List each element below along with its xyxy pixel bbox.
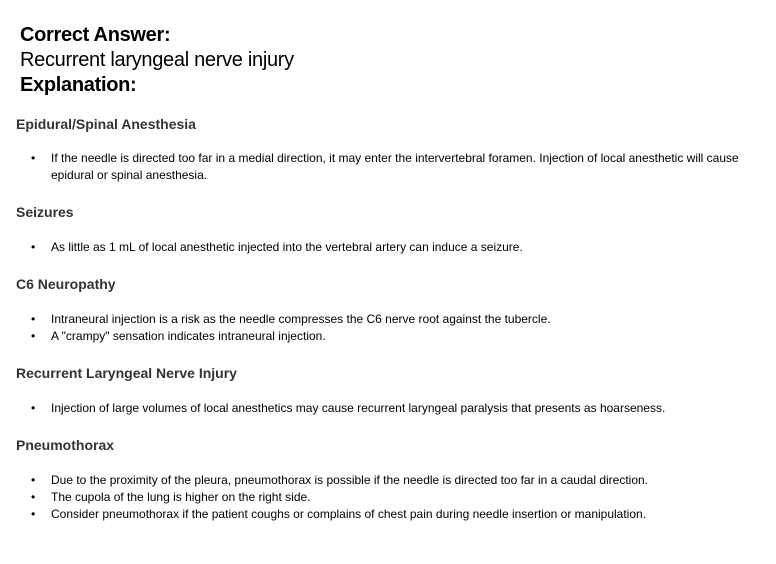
list-item (16, 506, 771, 523)
bullet-icon: • (31, 312, 36, 326)
bullet-icon: • (31, 473, 36, 487)
bullet-list (16, 150, 771, 184)
section-title: Recurrent Laryngeal Nerve Injury (16, 365, 237, 381)
bullet-list (16, 472, 771, 523)
bullet-icon: • (31, 240, 36, 254)
list-item (16, 328, 771, 345)
list-item (16, 472, 771, 489)
bullet-list (16, 239, 771, 256)
list-item (16, 489, 771, 506)
bullet-list (16, 311, 771, 345)
list-item-text: Due to the proximity of the pleura, pneumothorax is possible if the needle is directed too far in a caudal direction. (51, 473, 649, 487)
bullet-icon: • (31, 151, 36, 165)
list-item-text: A "crampy" sensation indicates intraneural injection. (51, 329, 326, 343)
list-item-text: If the needle is directed too far in a medial direction, it may enter the intervertebral foramen. Injection of local anesthetic will cause epidural or spinal anesthesia. (51, 151, 739, 182)
list-item-text: As little as 1 mL of local anesthetic injected into the vertebral artery can induce a seizure. (51, 240, 523, 254)
section-title: Seizures (16, 204, 74, 220)
list-item-text: Consider pneumothorax if the patient coughs or complains of chest pain during needle insertion or manipulation. (51, 507, 647, 521)
section-recurrent-laryngeal-nerve-injury (16, 364, 771, 417)
correct-answer-label: Correct Answer: (20, 24, 171, 46)
section-epidural-spinal-anesthesia (16, 115, 771, 184)
section-title: C6 Neuropathy (16, 276, 116, 292)
list-item (16, 400, 771, 417)
bullet-icon: • (31, 490, 36, 504)
bullet-icon: • (31, 329, 36, 343)
section-title: Pneumothorax (16, 437, 115, 453)
bullet-icon: • (31, 507, 36, 521)
section-c6-neuropathy (16, 275, 771, 345)
list-item-text: Injection of large volumes of local anesthetics may cause recurrent laryngeal paralysis that presents as hoarseness. (51, 401, 666, 415)
list-item-text: Intraneural injection is a risk as the needle compresses the C6 nerve root against the tubercle. (51, 312, 551, 326)
list-item (16, 239, 771, 256)
section-pneumothorax (16, 436, 771, 523)
bullet-list (16, 400, 771, 417)
correct-answer-value: Recurrent laryngeal nerve injury (20, 49, 294, 71)
explanation-label: Explanation: (20, 74, 137, 96)
list-item (16, 150, 771, 184)
section-title: Epidural/Spinal Anesthesia (16, 116, 196, 132)
bullet-icon: • (31, 401, 36, 415)
list-item-text: The cupola of the lung is higher on the right side. (51, 490, 311, 504)
list-item (16, 311, 771, 328)
section-seizures (16, 203, 771, 256)
answer-header (20, 22, 760, 98)
